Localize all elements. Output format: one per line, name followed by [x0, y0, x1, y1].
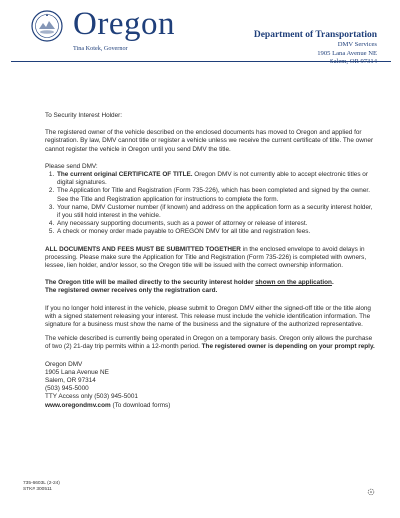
- send-label: Please send DMV:: [45, 162, 98, 170]
- stock-number: STK# 300511: [23, 487, 52, 492]
- letterhead: [0, 0, 400, 78]
- title-mailing-notice: The Oregon title will be mailed directly to the security interest holder shown on the application. The registered owner receives only the registration card.: [45, 279, 334, 295]
- list-item: 3. Your name, DMV Customer number (if known) and address on the application form as a security interest holder, if you still hold interest in the vehicle.: [56, 204, 375, 220]
- governor-name: Tina Kotek, Governor: [73, 45, 128, 52]
- contact-street: 1905 Lana Avenue NE: [45, 368, 109, 376]
- website-link[interactable]: www.oregondmv.com: [45, 401, 111, 409]
- state-seal-icon: [31, 10, 63, 42]
- list-item: 1. The current original CERTIFICATE OF TITLE. Oregon DMV is not currently able to accept electronic titles or digital signatures.: [56, 171, 375, 187]
- list-item: 4. Any necessary supporting documents, such as a power of attorney or release of interest.: [56, 220, 375, 228]
- form-number: 735-6603L (2-24): [23, 481, 60, 486]
- intro-paragraph: The registered owner of the vehicle described on the enclosed documents has moved to Oregon and applied for registration. By law, DMV cannot title or register a vehicle unless we receive the current certificate of title. The owner cannot register the vehicle in Oregon until you send DMV the title.: [45, 129, 374, 153]
- form-identifier: [23, 481, 60, 493]
- contact-tty: TTY Access only (503) 945-5001: [45, 393, 138, 401]
- release-interest-paragraph: If you no longer hold interest in the vehicle, please submit to Oregon DMV either the signed-off title or the title along with a signed statement releasing your interest. This release must include the vehicle identification information. The signature for a business must show the name of the business and the signature of the authorized representative.: [45, 304, 371, 329]
- department-name: Department of Transportation: [253, 30, 377, 40]
- temporary-operation-paragraph: The vehicle described is currently being operated in Oregon on a temporary basis. Oregon only allows the purchase of two (2) 21-day trip permits within a 12-month period. The registered owner is depending on your prompt reply.: [45, 335, 375, 351]
- contact-phone: (503) 945-5000: [45, 385, 89, 393]
- contact-block: [45, 361, 375, 410]
- recycle-icon: [367, 488, 375, 496]
- all-documents-paragraph: ALL DOCUMENTS AND FEES MUST BE SUBMITTED TOGETHER in the enclosed envelope to avoid delays in processing. Please make sure the Application for Title and Registration (Form 735-226) is completed with owners, lessee, lien holder, and/or lessor, so the Oregon title will be issued with the correct ownership information.: [45, 245, 367, 270]
- oregon-logo-text: Oregon: [73, 6, 175, 42]
- list-item: 5. A check or money order made payable to OREGON DMV for all title and registration fees.: [56, 228, 375, 236]
- requirements-list: [45, 171, 375, 237]
- contact-city: Salem, OR 97314: [45, 377, 96, 385]
- department-address-city: Salem, OR 97314: [329, 58, 377, 66]
- department-address-street: 1905 Lana Avenue NE: [317, 49, 377, 57]
- contact-web-line: www.oregondmv.com (To download forms): [45, 401, 171, 409]
- list-item: 2. The Application for Title and Registration (Form 735-226), which has been completed and signed by the owner. See the Title and Registration application for instructions to complete the form.: [56, 187, 375, 203]
- letter-body: [45, 112, 375, 410]
- salutation: To Security Interest Holder:: [45, 112, 123, 119]
- division-name: DMV Services: [337, 41, 377, 48]
- contact-name: Oregon DMV: [45, 360, 83, 368]
- header-divider: [11, 61, 391, 62]
